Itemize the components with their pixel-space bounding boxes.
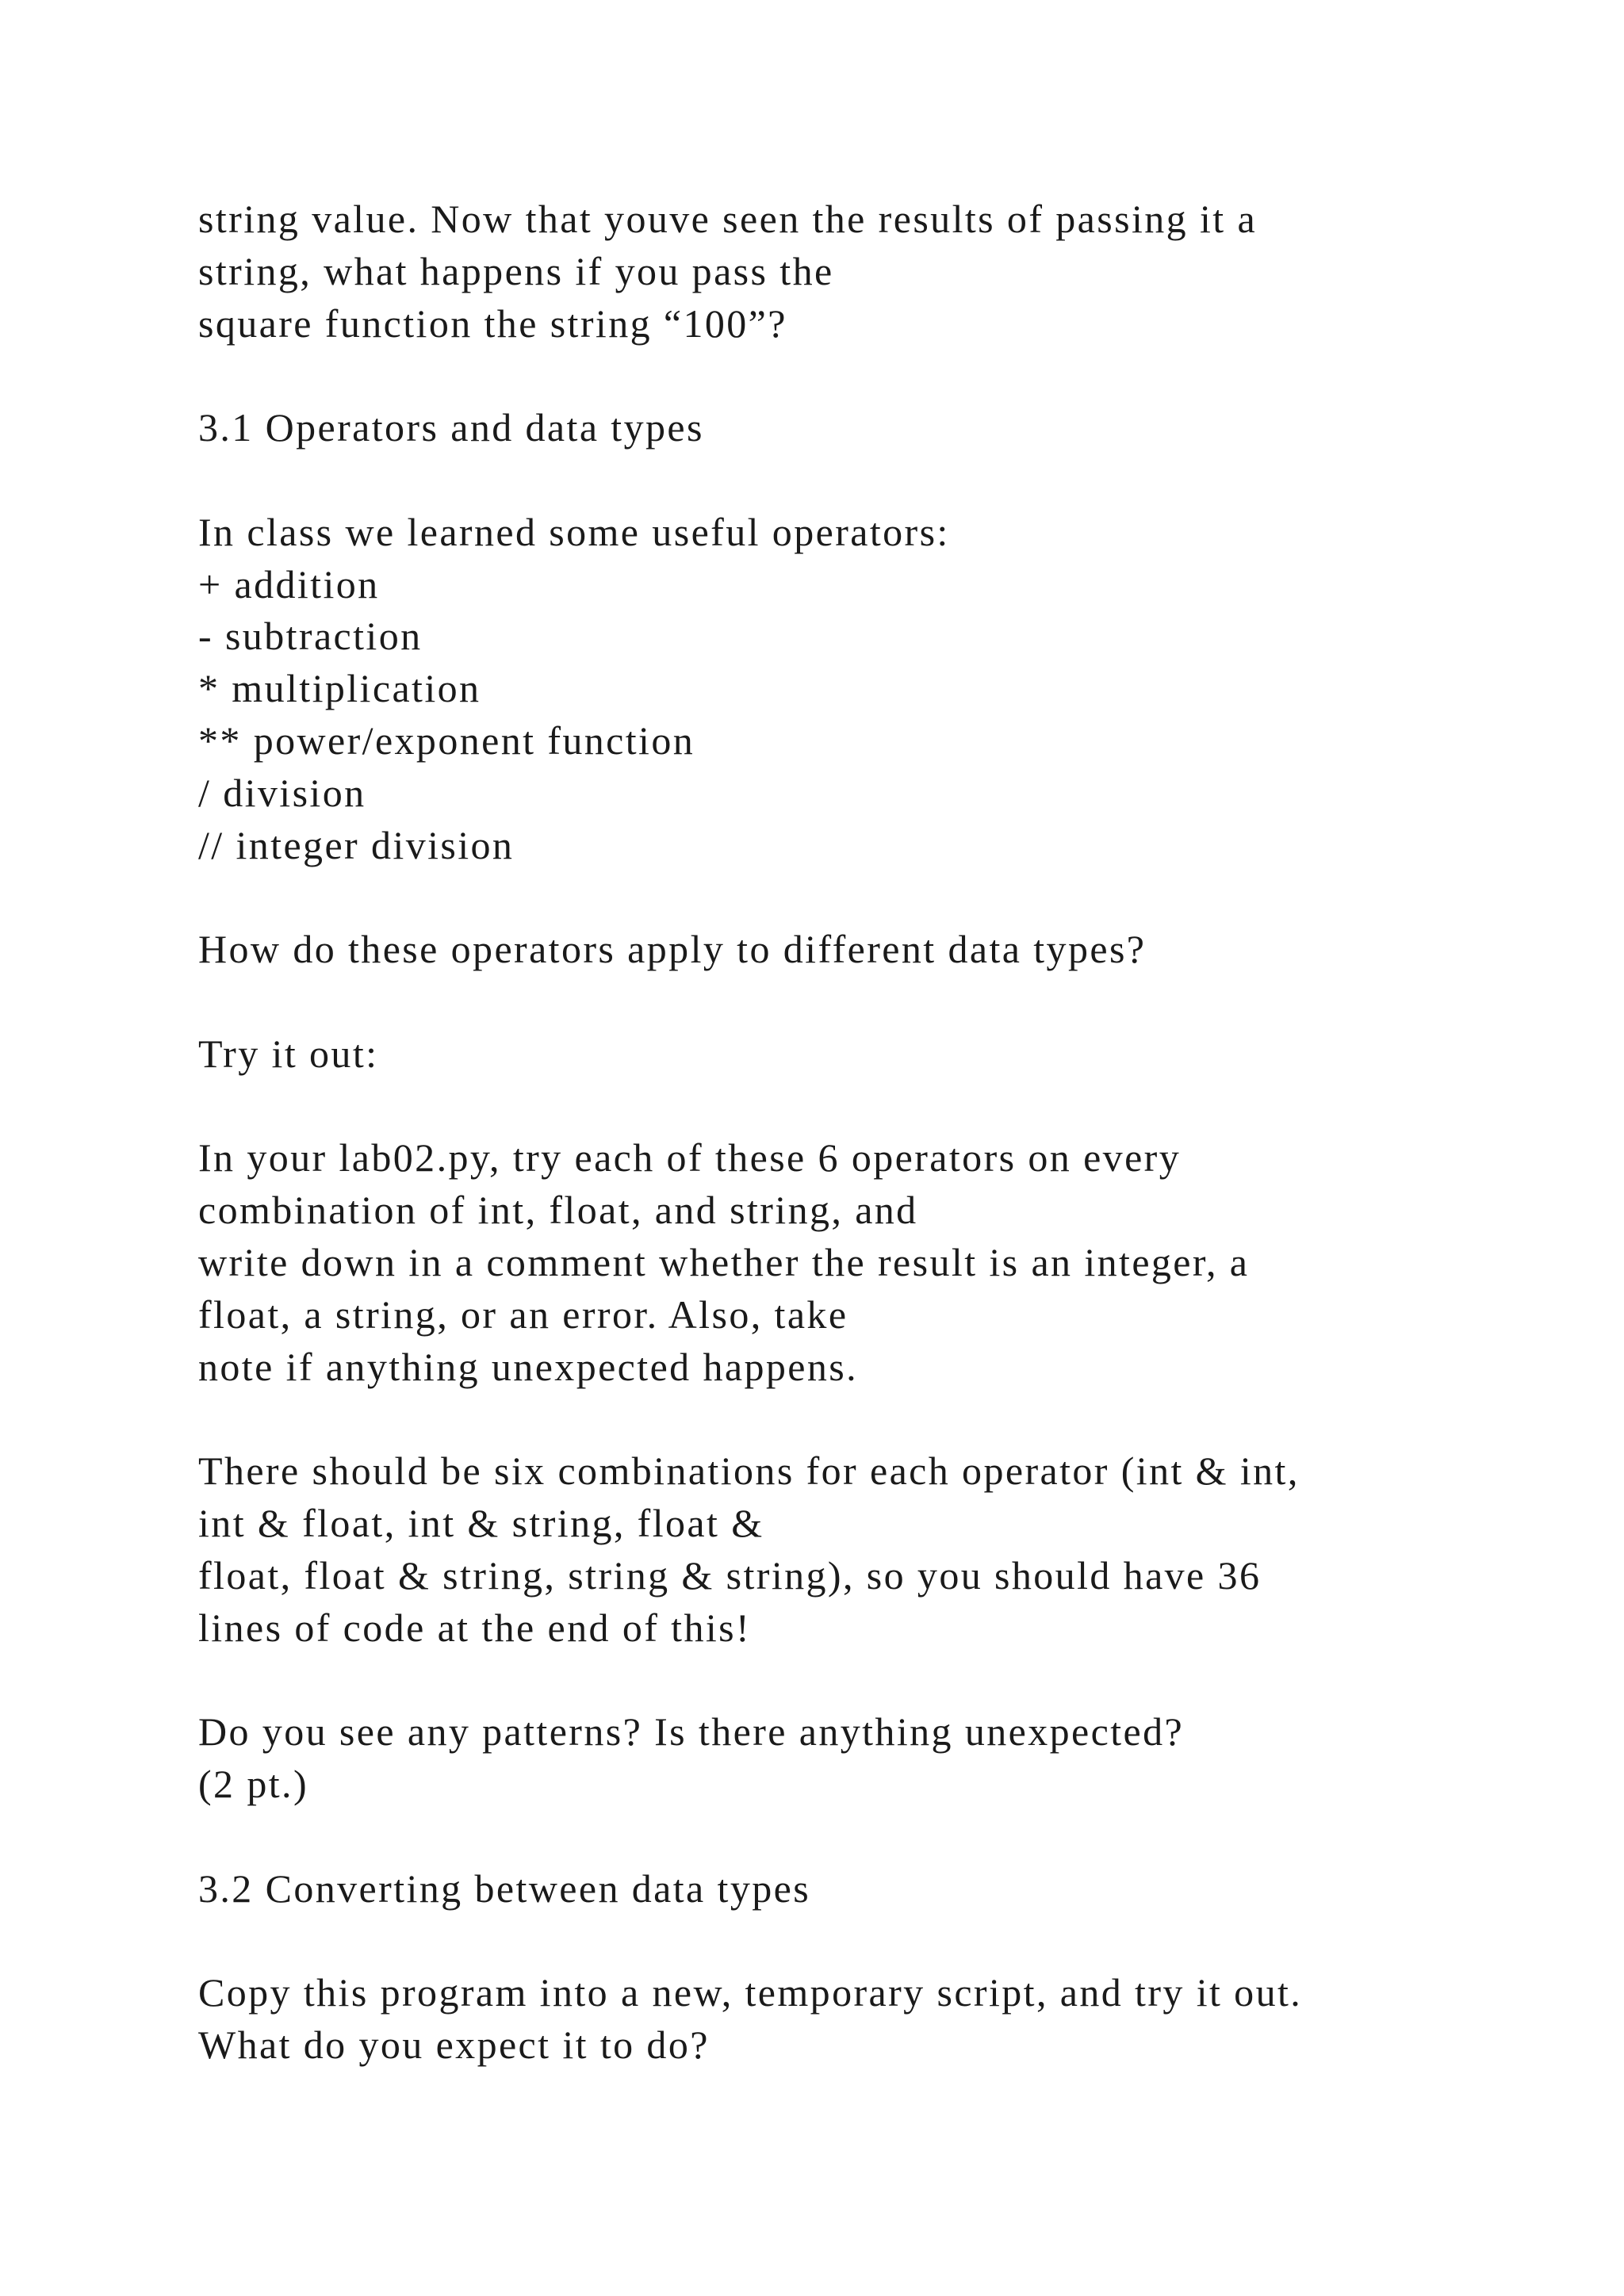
list-item: ** power/exponent function bbox=[198, 718, 695, 763]
text-line: string, what happens if you pass the bbox=[198, 248, 834, 293]
paragraph-combinations bbox=[198, 1445, 1546, 1654]
paragraph-instructions bbox=[198, 1132, 1546, 1393]
list-item: / division bbox=[198, 770, 366, 815]
heading-text: 3.2 Converting between data types bbox=[198, 1866, 811, 1911]
text-line: Try it out: bbox=[198, 1031, 379, 1076]
blank-line bbox=[198, 1654, 1546, 1706]
points-label: (2 pt.) bbox=[198, 1761, 308, 1806]
paragraph-intro bbox=[198, 193, 1546, 350]
list-item: // integer division bbox=[198, 822, 515, 867]
list-item: + addition bbox=[198, 561, 380, 607]
text-line: square function the string “100”? bbox=[198, 300, 787, 346]
text-line: There should be six combinations for each operator (int & int, bbox=[198, 1448, 1300, 1494]
text-line: note if anything unexpected happens. bbox=[198, 1344, 859, 1389]
text-line: string value. Now that youve seen the results of passing it a bbox=[198, 197, 1258, 241]
text-line: Do you see any patterns? Is there anything unexpected? bbox=[198, 1709, 1185, 1755]
paragraph-copy-program bbox=[198, 1967, 1546, 2072]
heading-text: 3.1 Operators and data types bbox=[198, 405, 704, 450]
text-line: write down in a comment whether the result is an integer, a bbox=[198, 1239, 1250, 1284]
document-body bbox=[198, 193, 1546, 2072]
blank-line bbox=[198, 454, 1546, 507]
text-line: Copy this program into a new, temporary script, and try it out. bbox=[198, 1970, 1303, 2015]
paragraph-patterns bbox=[198, 1706, 1546, 1811]
text-line: float, a string, or an error. Also, take bbox=[198, 1292, 848, 1337]
section-heading-3-2 bbox=[198, 1863, 1546, 1915]
section-heading-3-1 bbox=[198, 402, 1546, 454]
list-item: - subtraction bbox=[198, 614, 423, 659]
operators-list bbox=[198, 507, 1546, 872]
blank-line bbox=[198, 1915, 1546, 1967]
list-item: * multiplication bbox=[198, 666, 481, 711]
text-line: float, float & string, string & string), so you should have 36 bbox=[198, 1552, 1262, 1598]
text-line: int & float, int & string, float & bbox=[198, 1500, 764, 1545]
paragraph-question bbox=[198, 924, 1546, 976]
text-line: combination of int, float, and string, and bbox=[198, 1188, 918, 1233]
text-line: lines of code at the end of this! bbox=[198, 1605, 752, 1650]
text-line: In your lab02.py, try each of these 6 operators on every bbox=[198, 1135, 1182, 1181]
text-line: How do these operators apply to different data types? bbox=[198, 927, 1147, 972]
paragraph-try-it bbox=[198, 1028, 1546, 1081]
blank-line bbox=[198, 1811, 1546, 1863]
blank-line bbox=[198, 976, 1546, 1028]
blank-line bbox=[198, 1393, 1546, 1445]
blank-line bbox=[198, 350, 1546, 402]
text-line: In class we learned some useful operators: bbox=[198, 509, 950, 554]
text-line: What do you expect it to do? bbox=[198, 2022, 710, 2067]
blank-line bbox=[198, 1081, 1546, 1133]
blank-line bbox=[198, 871, 1546, 924]
